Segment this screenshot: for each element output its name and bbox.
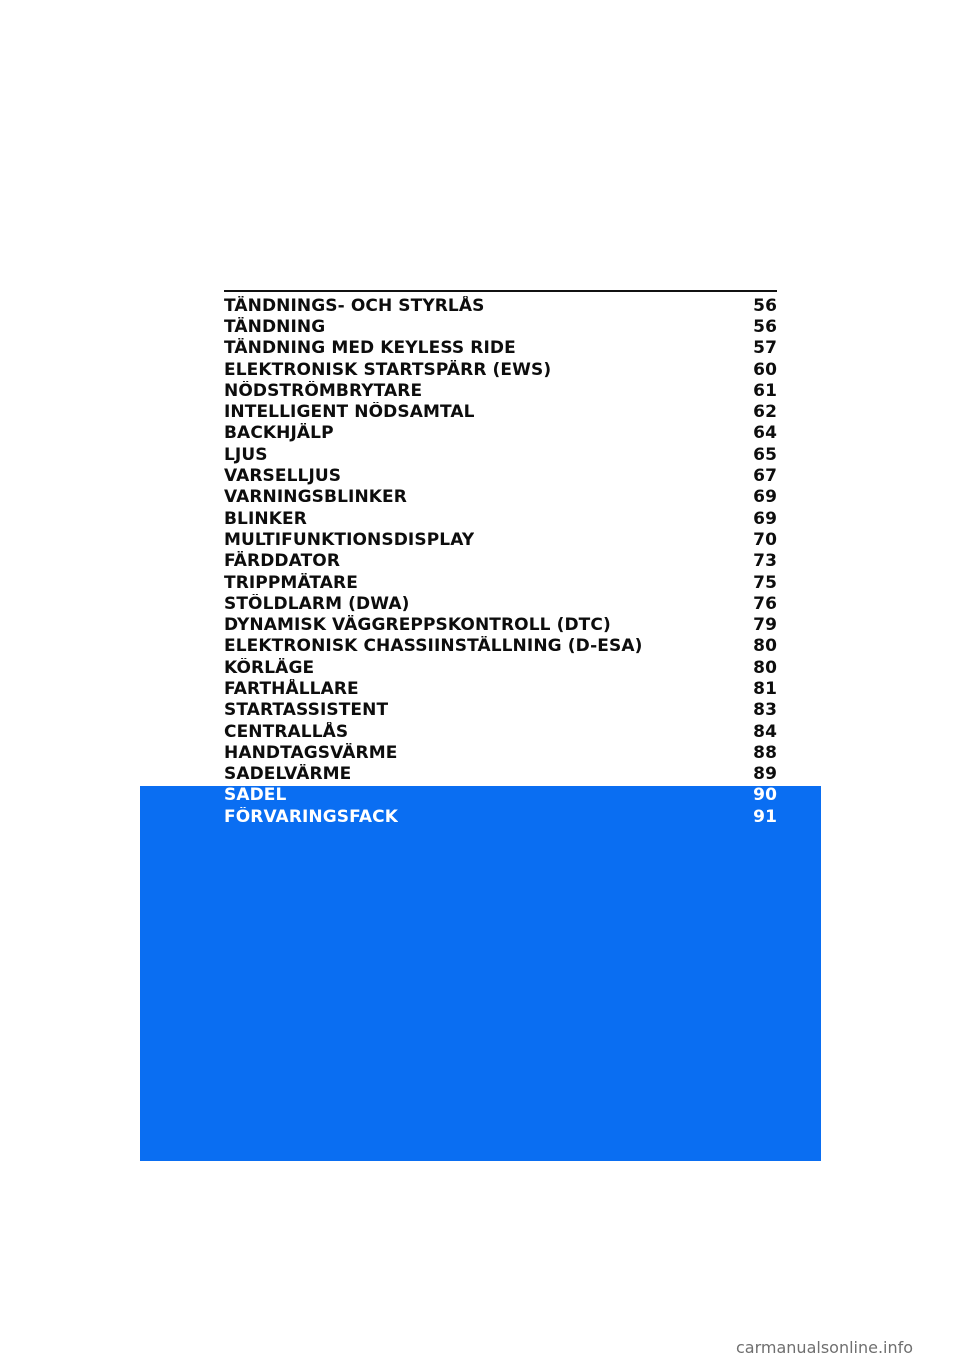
toc-entry-title: TÄNDNINGS- OCH STYRLÅS xyxy=(224,295,485,316)
toc-entry-page: 91 xyxy=(753,806,777,827)
toc-entry[interactable] xyxy=(224,423,777,444)
toc-entry-page: 83 xyxy=(753,700,777,721)
toc-entry[interactable] xyxy=(224,487,777,508)
toc-entry-page: 57 xyxy=(753,338,777,359)
toc-entry-title: INTELLIGENT NÖDSAMTAL xyxy=(224,402,475,423)
toc-entry-title: VARSELLJUS xyxy=(224,466,342,487)
toc-entry-page: 81 xyxy=(753,678,777,699)
toc-entry-title: FARTHÅLLARE xyxy=(224,678,359,699)
toc-entry-title: SADELVÄRME xyxy=(224,764,352,785)
toc-top-rule xyxy=(224,290,777,292)
toc-entry-title: TÄNDNING MED KEYLESS RIDE xyxy=(224,338,516,359)
toc-entry[interactable] xyxy=(224,764,777,785)
toc-entry-page: 65 xyxy=(753,444,777,465)
toc-entry-title: LJUS xyxy=(224,444,268,465)
table-of-contents xyxy=(224,295,777,827)
toc-entry-title: ELEKTRONISK STARTSPÄRR (EWS) xyxy=(224,359,552,380)
toc-entry-page: 73 xyxy=(753,551,777,572)
toc-entry-title: ELEKTRONISK CHASSIINSTÄLLNING (D-ESA) xyxy=(224,636,643,657)
toc-entry[interactable] xyxy=(224,678,777,699)
toc-entry-page: 80 xyxy=(753,636,777,657)
toc-entry[interactable] xyxy=(224,636,777,657)
toc-entry-page: 62 xyxy=(753,402,777,423)
toc-entry-title: STARTASSISTENT xyxy=(224,700,389,721)
toc-entry-page: 70 xyxy=(753,529,777,550)
toc-entry-title: DYNAMISK VÄGGREPPSKONTROLL (DTC) xyxy=(224,615,611,636)
toc-entry[interactable] xyxy=(224,444,777,465)
toc-entry-current[interactable] xyxy=(224,806,777,827)
toc-entry[interactable] xyxy=(224,359,777,380)
toc-entry-title: FÄRDDATOR xyxy=(224,551,341,572)
toc-entry-title: TRIPPMÄTARE xyxy=(224,572,358,593)
toc-entry-title: MULTIFUNKTIONSDISPLAY xyxy=(224,529,475,550)
toc-entry-title: BACKHJÄLP xyxy=(224,423,334,444)
toc-entry[interactable] xyxy=(224,572,777,593)
toc-entry[interactable] xyxy=(224,465,777,486)
toc-entry-page: 56 xyxy=(753,316,777,337)
toc-entry[interactable] xyxy=(224,380,777,401)
toc-entry-page: 75 xyxy=(753,572,777,593)
toc-entry-current[interactable] xyxy=(224,785,777,806)
toc-entry-title: KÖRLÄGE xyxy=(224,657,315,678)
toc-entry-title: TÄNDNING xyxy=(224,316,326,337)
toc-entry[interactable] xyxy=(224,700,777,721)
toc-entry-page: 89 xyxy=(753,764,777,785)
toc-entry-title: VARNINGSBLINKER xyxy=(224,487,407,508)
toc-entry-page: 88 xyxy=(753,742,777,763)
toc-entry-title: BLINKER xyxy=(224,508,307,529)
toc-entry[interactable] xyxy=(224,593,777,614)
toc-entry-title: NÖDSTRÖMBRYTARE xyxy=(224,380,423,401)
toc-entry[interactable] xyxy=(224,657,777,678)
toc-entry-page: 76 xyxy=(753,593,777,614)
toc-entry[interactable] xyxy=(224,721,777,742)
toc-entry-title: SADEL xyxy=(224,785,287,806)
toc-entry[interactable] xyxy=(224,551,777,572)
toc-entry-page: 60 xyxy=(753,359,777,380)
toc-entry-page: 56 xyxy=(753,295,777,316)
toc-entry[interactable] xyxy=(224,401,777,422)
toc-entry-page: 69 xyxy=(753,487,777,508)
toc-entry[interactable] xyxy=(224,295,777,316)
toc-entry-title: STÖLDLARM (DWA) xyxy=(224,593,410,614)
toc-entry-title: HANDTAGSVÄRME xyxy=(224,742,398,763)
toc-entry-title: FÖRVARINGSFACK xyxy=(224,806,399,827)
toc-entry-page: 90 xyxy=(753,785,777,806)
toc-entry[interactable] xyxy=(224,614,777,635)
toc-entry-page: 69 xyxy=(753,508,777,529)
toc-entry[interactable] xyxy=(224,742,777,763)
watermark-text: carmanualsonline.info xyxy=(736,1338,914,1357)
toc-entry-page: 80 xyxy=(753,657,777,678)
toc-entry-page: 61 xyxy=(753,380,777,401)
toc-entry[interactable] xyxy=(224,508,777,529)
toc-entry-page: 79 xyxy=(753,615,777,636)
toc-entry-page: 64 xyxy=(753,423,777,444)
blue-section-panel xyxy=(140,786,821,1161)
toc-entry[interactable] xyxy=(224,316,777,337)
toc-entry-page: 84 xyxy=(753,721,777,742)
toc-entry-page: 67 xyxy=(753,466,777,487)
toc-entry[interactable] xyxy=(224,338,777,359)
toc-entry[interactable] xyxy=(224,529,777,550)
toc-entry-title: CENTRALLÅS xyxy=(224,721,349,742)
